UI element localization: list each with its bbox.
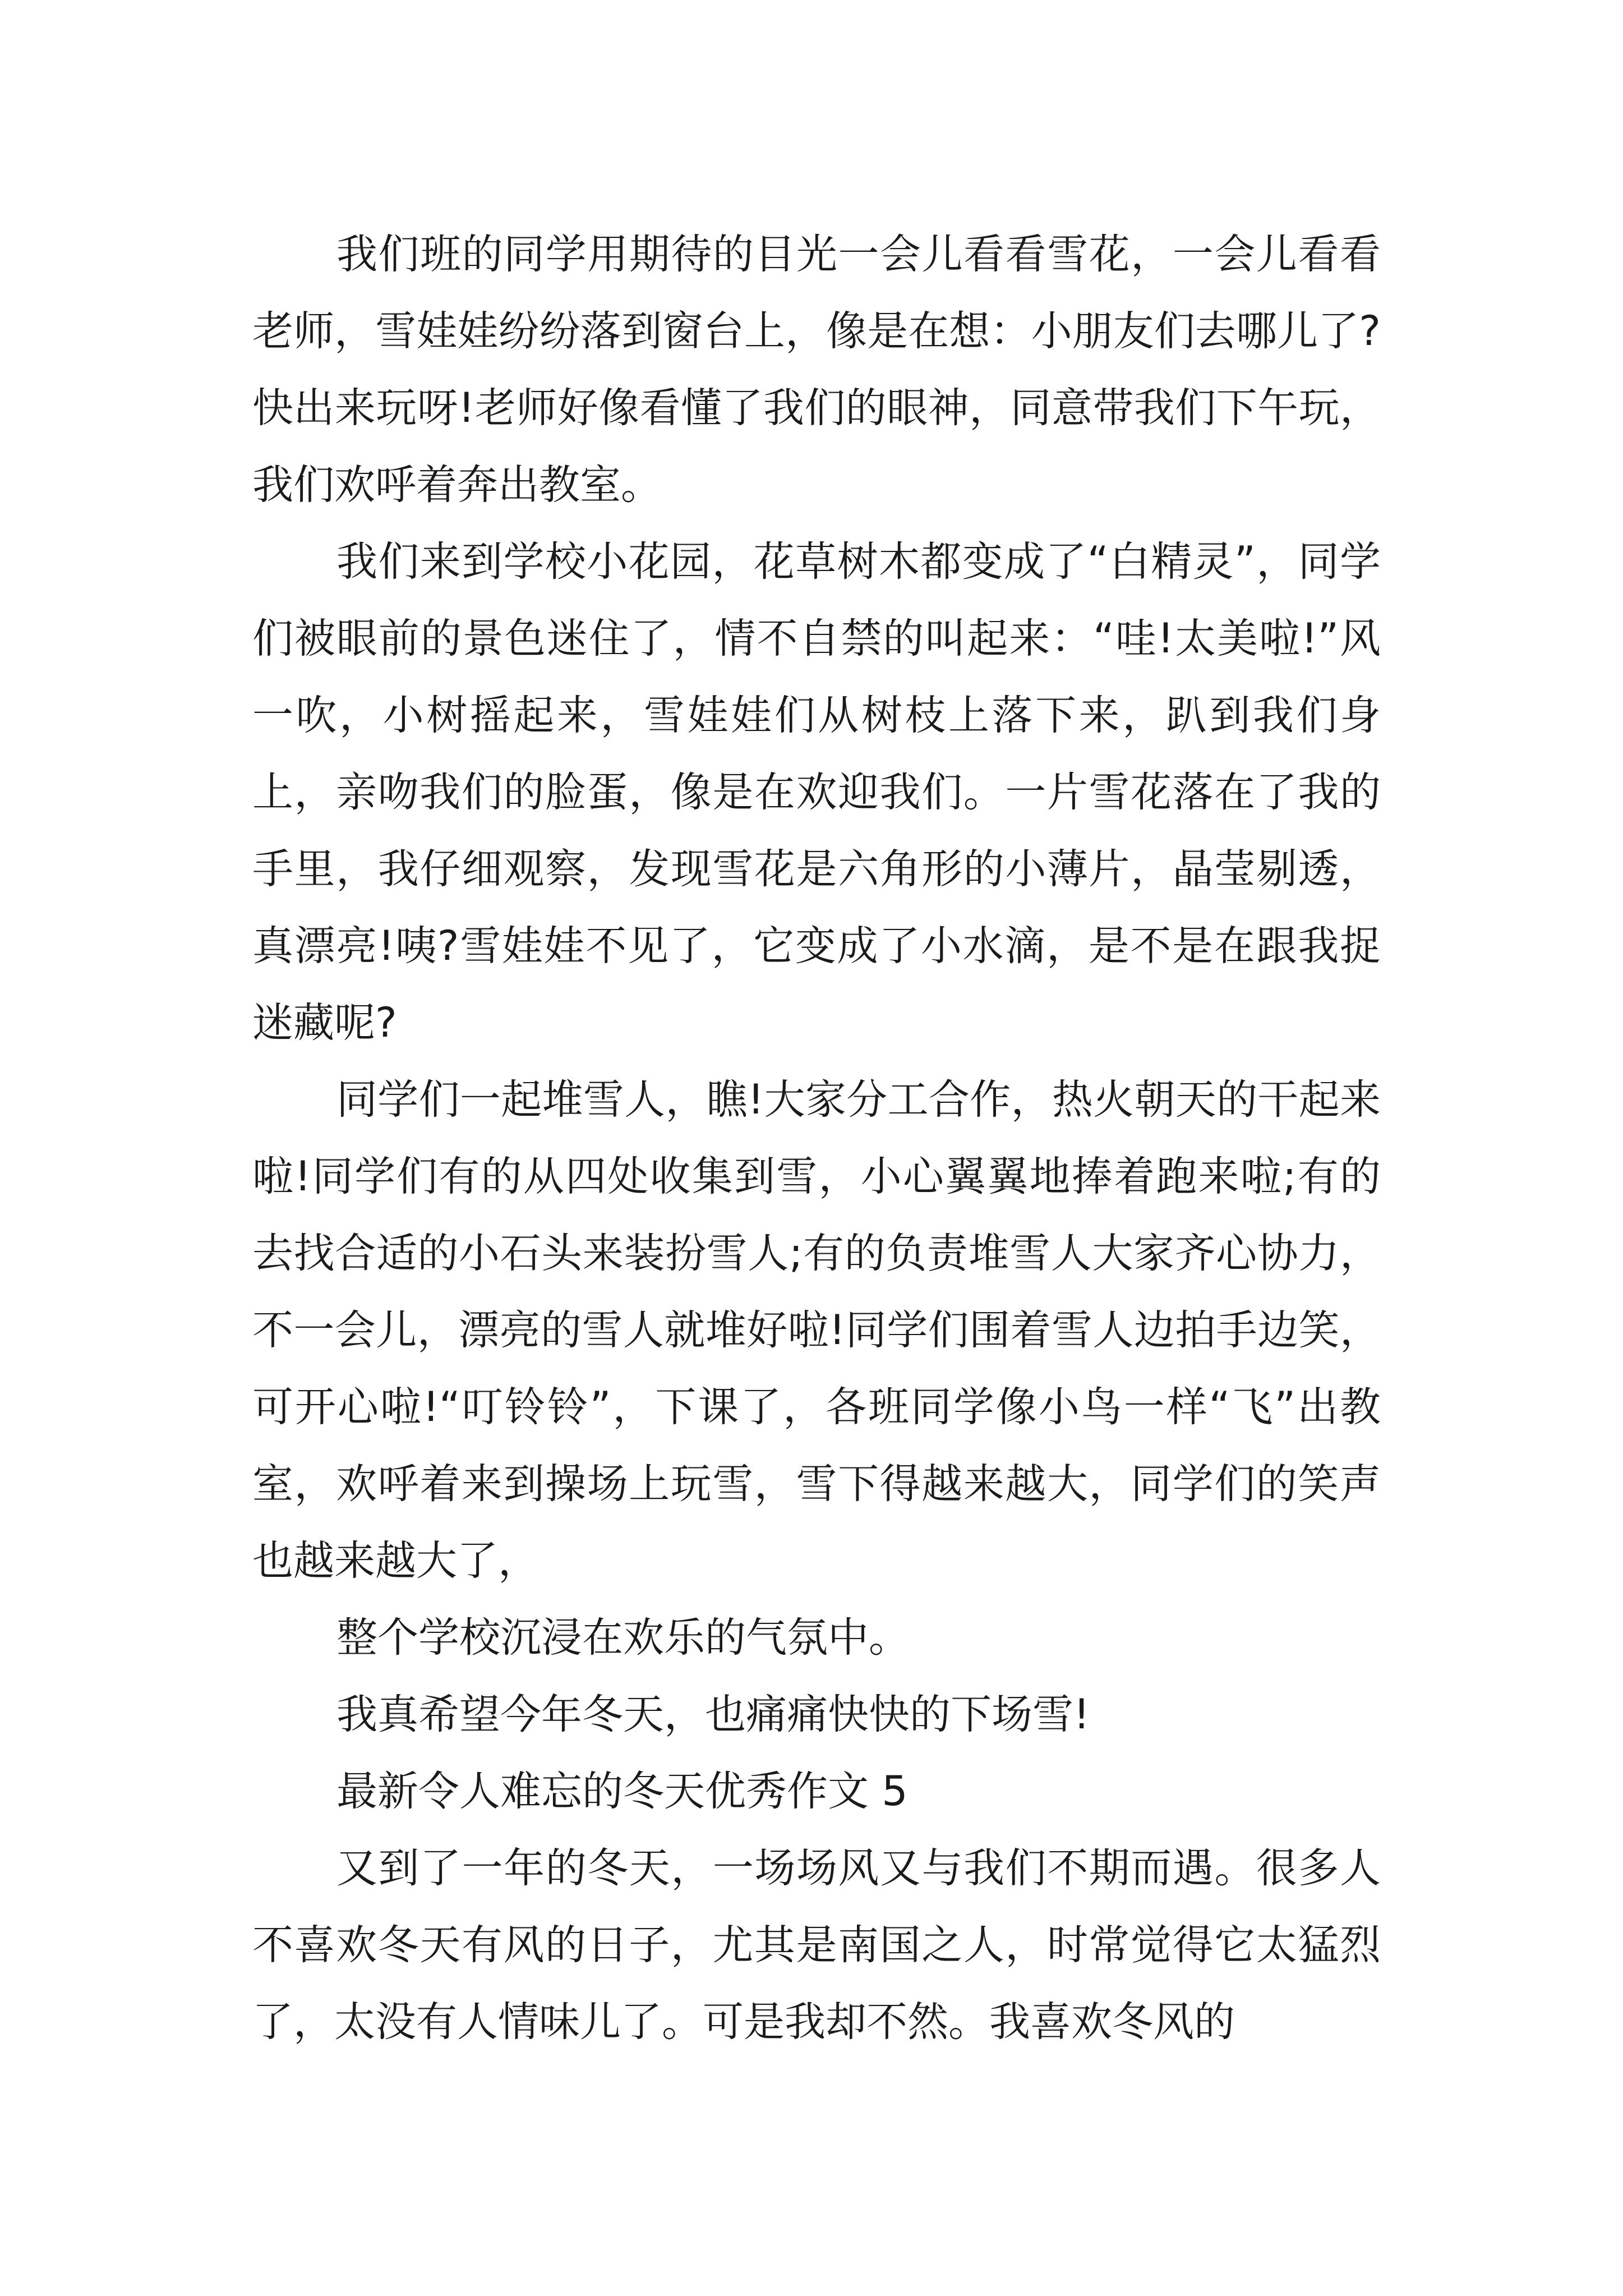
document-page bbox=[252, 216, 1381, 2060]
paragraph-classroom: 我们班的同学用期待的目光一会儿看看雪花，一会儿看看老师，雪娃娃纷纷落到窗台上，像是在想：小朋友们去哪儿了?快出来玩呀!老师好像看懂了我们的眼神，同意带我们下午玩，我们欢呼着奔出教室。 bbox=[252, 231, 1381, 509]
essay-heading: 最新令人难忘的冬天优秀作文 5 bbox=[336, 1768, 908, 1815]
paragraph-wish: 我真希望今年冬天，也痛痛快快的下场雪! bbox=[336, 1691, 1090, 1738]
paragraph-snowman: 同学们一起堆雪人，瞧!大家分工合作，热火朝天的干起来啦!同学们有的从四处收集到雪，小心翼翼地捧着跑来啦;有的去找合适的小石头来装扮雪人;有的负责堆雪人大家齐心协力，不一会儿，漂亮的雪人就堆好啦!同学们围着雪人边拍手边笑，可开心啦!“叮铃铃”，下课了，各班同学像小鸟一样“飞”出教室，欢呼着来到操场上玩雪，雪下得越来越大，同学们的笑声也越来越大了， bbox=[252, 1076, 1381, 1585]
paragraph-school-joy: 整个学校沉浸在欢乐的气氛中。 bbox=[336, 1614, 910, 1662]
paragraph-winter-wind: 又到了一年的冬天，一场场风又与我们不期而遇。很多人不喜欢冬天有风的日子，尤其是南国之人，时常觉得它太猛烈了，太没有人情味儿了。可是我却不然。我喜欢冬风的 bbox=[252, 1844, 1381, 2046]
paragraph-garden: 我们来到学校小花园，花草树木都变成了“白精灵”，同学们被眼前的景色迷住了，情不自禁的叫起来：“哇!太美啦!”风一吹，小树摇起来，雪娃娃们从树枝上落下来，趴到我们身上，亲吻我们的脸蛋，像是在欢迎我们。一片雪花落在了我的手里，我仔细观察，发现雪花是六角形的小薄片，晶莹剔透，真漂亮!咦?雪娃娃不见了，它变成了小水滴，是不是在跟我捉迷藏呢? bbox=[252, 538, 1381, 1047]
